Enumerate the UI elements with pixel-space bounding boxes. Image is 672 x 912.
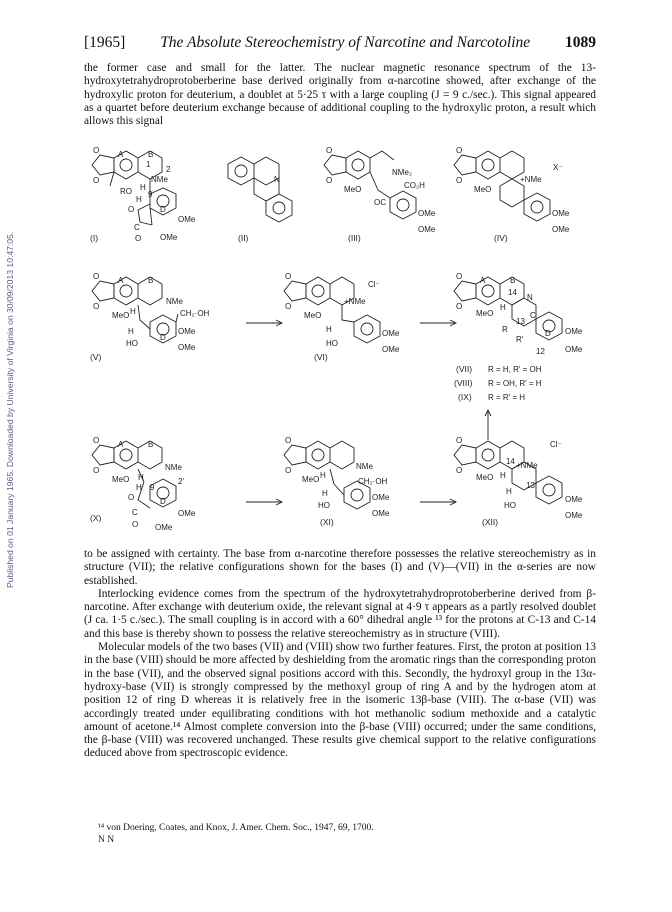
atom-number: 13 xyxy=(526,481,535,490)
structure-XI xyxy=(284,436,390,527)
atom-o: O xyxy=(93,176,100,185)
atom-ome: OMe xyxy=(382,329,400,338)
atom-o: O xyxy=(285,302,292,311)
ring-label-d: D xyxy=(545,329,551,338)
atom-ome: OMe xyxy=(372,493,390,502)
structure-definition: R = OH, R′ = H xyxy=(488,379,542,388)
atom-c: C xyxy=(134,223,140,232)
atom-nme: NMe xyxy=(166,297,183,306)
paragraph: Molecular models of the two bases (VII) and (VIII) show two further features. First, the proton at position 13 in the base (VIII) should be more affected by deshielding from the aromatic rings than the corresponding proton in the base (VII), and the observed signal positions accord with this. Secondly, the hydroxyl group in the 13α-hydroxy-base (VII) is strongly compressed by the methoxyl group of ring A and by the hydrogen atom at position 12 of ring D whereas it is relatively free in the isomeric 13β-base (VIII). The α-base (VII) was accordingly treated under equilibrating conditions with hot methanolic sodium methoxide and a catalytic amount of acetone.¹⁴ Almost complete conversion into the β-base (VIII) occurred; under the same conditions, the β-base (VIII) was recovered unchanged. These results give chemical support to the relative configurations deduced above from spectroscopic evidence. xyxy=(84,641,596,760)
atom-o: O xyxy=(93,466,100,475)
atom-o: O xyxy=(456,436,463,445)
atom-o: O xyxy=(93,272,100,281)
atom-meo: MeO xyxy=(476,309,494,318)
ring-label-d: D xyxy=(160,205,166,214)
structure-definition: R = H, R′ = OH xyxy=(488,365,542,374)
counterion: Cl⁻ xyxy=(368,280,380,289)
atom-ho: HO xyxy=(318,501,330,510)
structure-label: (VI) xyxy=(314,352,328,362)
atom-ome: OMe xyxy=(178,215,196,224)
atom-ome: OMe xyxy=(382,345,400,354)
atom-o: O xyxy=(285,466,292,475)
atom-o: O xyxy=(93,436,100,445)
structure-label: (XI) xyxy=(320,517,334,527)
atom-number: 14 xyxy=(508,288,517,297)
atom-h: H xyxy=(326,325,332,334)
atom-h: H xyxy=(136,195,142,204)
atom-h: H xyxy=(136,483,142,492)
atom-number: 12 xyxy=(536,347,545,356)
ring-label-a: A xyxy=(118,440,124,449)
atom-meo: MeO xyxy=(302,475,320,484)
ring-label-a: A xyxy=(480,276,486,285)
ring-label-b: B xyxy=(148,440,154,449)
atom-ho: HO xyxy=(504,501,516,510)
atom-ome: OMe xyxy=(418,209,436,218)
structure-label: (II) xyxy=(238,233,249,243)
atom-number: 1 xyxy=(146,160,151,169)
atom-nme: NMe xyxy=(165,463,182,472)
structure-IV xyxy=(454,146,570,243)
atom-ome: OMe xyxy=(418,225,436,234)
page-number: 1089 xyxy=(565,34,596,51)
atom-ome: OMe xyxy=(565,495,583,504)
atom-o: O xyxy=(128,205,135,214)
atom-meo: MeO xyxy=(112,311,130,320)
atom-ch2oh: CH₂·OH xyxy=(180,309,210,318)
ring-label-b: B xyxy=(148,276,154,285)
atom-nme: NMe xyxy=(356,462,373,471)
atom-o: O xyxy=(456,176,463,185)
atom-ome: OMe xyxy=(565,345,583,354)
atom-nme-plus: +NMe xyxy=(344,297,366,306)
atom-nme2: NMe₂ xyxy=(392,168,412,177)
atom-meo: MeO xyxy=(112,475,130,484)
atom-ome: OMe xyxy=(178,343,196,352)
structure-VII-VIII-IX xyxy=(454,272,583,402)
footnote-text: ¹⁴ von Doering, Coates, and Knox, J. Amer. Chem. Soc., 1947, 69, 1700. xyxy=(98,823,374,833)
ring-label-b: B xyxy=(148,150,154,159)
atom-meo: MeO xyxy=(344,185,362,194)
atom-r-prime: R′ xyxy=(516,335,524,344)
atom-o: O xyxy=(326,176,333,185)
atom-h: H xyxy=(320,471,326,480)
atom-ho: HO xyxy=(126,339,138,348)
structure-V xyxy=(90,272,210,362)
atom-o: O xyxy=(285,436,292,445)
ring-label-c: C xyxy=(530,311,536,320)
structure-III xyxy=(324,146,436,243)
ring-label-b: B xyxy=(510,276,516,285)
atom-number: 9 xyxy=(148,190,153,199)
download-watermark: Published on 01 January 1965. Downloaded by University of Virginia on 30/09/2013 10:47:05. xyxy=(5,231,15,589)
atom-ho: HO xyxy=(326,339,338,348)
atom-number: 13 xyxy=(516,317,525,326)
structure-XII xyxy=(454,436,583,527)
atom-nme: NMe xyxy=(151,175,168,184)
atom-h: H xyxy=(506,487,512,496)
atom-h: H xyxy=(500,303,506,312)
atom-h: H xyxy=(138,473,144,482)
atom-ome: OMe xyxy=(372,509,390,518)
counterion: Cl⁻ xyxy=(550,440,562,449)
signature-mark: N N xyxy=(98,835,115,845)
footnote xyxy=(98,822,374,846)
atom-o: O xyxy=(132,520,139,529)
atom-o: O xyxy=(456,466,463,475)
atom-n: N xyxy=(527,293,533,302)
structure-label: (XII) xyxy=(482,517,499,527)
atom-n: N xyxy=(274,175,280,184)
atom-number: 2 xyxy=(166,165,171,174)
atom-ome: OMe xyxy=(178,509,196,518)
structure-II xyxy=(228,157,292,243)
body-text xyxy=(84,548,596,761)
structure-label: (X) xyxy=(90,513,102,523)
atom-ome: OMe xyxy=(565,511,583,520)
structure-VI xyxy=(284,272,400,362)
atom-ome: OMe xyxy=(160,233,178,242)
atom-r: R xyxy=(502,325,508,334)
ring-label-d: D xyxy=(160,497,166,506)
structure-label: (IX) xyxy=(458,392,472,402)
header-title: The Absolute Stereochemistry of Narcotine and Narcotoline xyxy=(160,34,531,51)
atom-h: H xyxy=(128,327,134,336)
atom-h: H xyxy=(140,183,146,192)
atom-nme-plus: +NMe xyxy=(516,461,538,470)
atom-ome: OMe xyxy=(565,327,583,336)
ring-label-a: A xyxy=(118,276,124,285)
atom-o: O xyxy=(456,302,463,311)
atom-o: O xyxy=(135,234,142,243)
ring-label-d: D xyxy=(160,333,166,342)
atom-ome: OMe xyxy=(155,523,173,532)
atom-h: H xyxy=(500,471,506,480)
structure-label: (III) xyxy=(348,233,361,243)
atom-oc: OC xyxy=(374,198,386,207)
structure-definition: R = R′ = H xyxy=(488,393,526,402)
atom-c: C xyxy=(132,508,138,517)
paragraph: Interlocking evidence comes from the spectrum of the hydroxytetrahydroprotoberberine derived from β-narcotine. After exchange with deuterium oxide, the relevant signal at 4·9 τ appears as a partly resolved doublet (J ca. 1·5 c./sec.). The small coupling is in accord with a 60° dihedral angle ¹³ for the protons at C-13 and C-14 and this base is thereby shown to possess the relative stereochemistry as in structure (VIII). xyxy=(84,587,596,640)
atom-meo: MeO xyxy=(304,311,322,320)
paragraph: the former case and small for the latter. The nuclear magnetic resonance spectrum of the 13-hydroxytetrahydroprotoberberine base derived originally from α-narcotine showed, after exchange of the hydroxylic proton for deuterium, a doublet at 5·25 τ with a large coupling (J = 9 c./sec.). This signal appeared as a quartet before deuterium exchange because of additional coupling to the hydroxylic proton, a result which allows this signal xyxy=(84,62,596,128)
atom-number: 2′ xyxy=(178,477,184,486)
structure-label: (VIII) xyxy=(454,378,473,388)
atom-ome: OMe xyxy=(552,225,570,234)
atom-co2h: CO₂H xyxy=(404,181,425,190)
atom-h: H xyxy=(130,307,136,316)
atom-o: O xyxy=(456,272,463,281)
atom-o: O xyxy=(93,302,100,311)
structure-label: (VII) xyxy=(456,364,473,374)
structure-label: (V) xyxy=(90,352,102,362)
ring-label-a: A xyxy=(118,150,124,159)
structure-I xyxy=(90,146,196,243)
atom-meo: MeO xyxy=(476,473,494,482)
header-year: [1965] xyxy=(84,34,126,51)
atom-ch2oh: CH₂·OH xyxy=(358,477,388,486)
atom-o: O xyxy=(326,146,333,155)
atom-o: O xyxy=(456,146,463,155)
paragraph: to be assigned with certainty. The base from α-narcotine therefore possesses the relative stereochemistry as in structure (VII); the relative configurations shown for the bases (I) and (V)—(VII) in the α-series are now established. xyxy=(84,548,596,587)
structure-X xyxy=(90,436,196,532)
atom-nme-plus: +NMe xyxy=(520,175,542,184)
atom-number: 9 xyxy=(150,483,155,492)
atom-o: O xyxy=(93,146,100,155)
structure-label: (IV) xyxy=(494,233,508,243)
atom-ro: RO xyxy=(120,187,132,196)
atom-o: O xyxy=(285,272,292,281)
atom-h: H xyxy=(322,489,328,498)
atom-o: O xyxy=(128,493,135,502)
structure-label: (I) xyxy=(90,233,99,243)
atom-meo: MeO xyxy=(474,185,492,194)
atom-number: 14 xyxy=(506,457,515,466)
atom-ome: OMe xyxy=(178,327,196,336)
atom-ome: OMe xyxy=(552,209,570,218)
counterion: X⁻ xyxy=(553,163,563,172)
